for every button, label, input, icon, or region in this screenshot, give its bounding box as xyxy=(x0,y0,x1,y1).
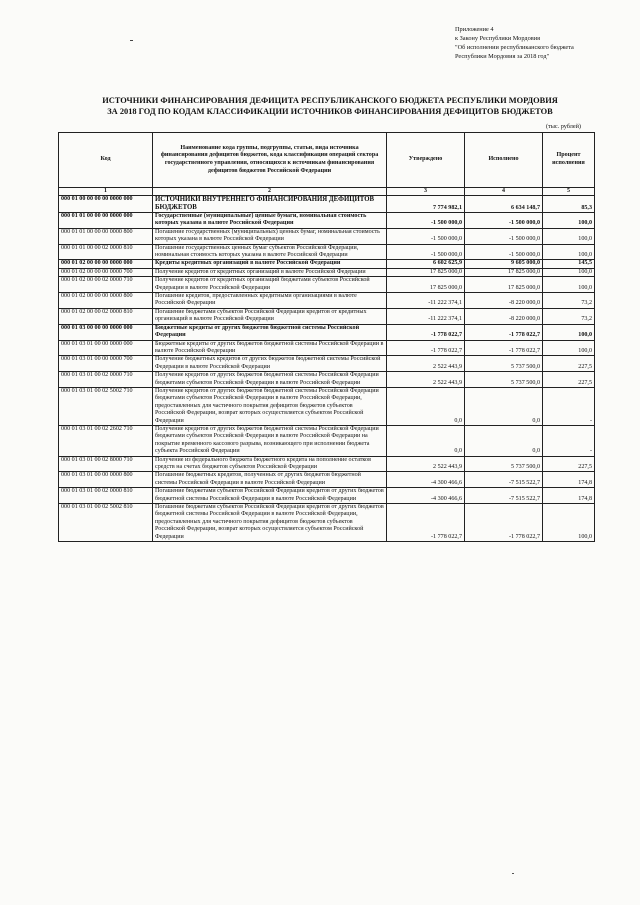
row-code: 000 01 02 00 00 00 0000 800 xyxy=(59,293,153,309)
row-code: 000 01 03 01 00 02 0000 810 xyxy=(59,488,153,504)
row-percent: 227,5 xyxy=(543,372,595,388)
row-approved: -4 300 466,6 xyxy=(387,472,465,488)
row-name: Получение кредитов от других бюджетов бюджетной системы Российской Федерации бюджетами субъектов Российской Федерации в валюте Российской Федерации xyxy=(153,372,387,388)
row-code: 000 01 03 01 00 02 5002 810 xyxy=(59,504,153,542)
row-approved: -1 778 022,7 xyxy=(387,504,465,542)
row-approved: 0,0 xyxy=(387,387,465,425)
row-name: Получение кредитов от кредитных организаций в валюте Российской Федерации xyxy=(153,268,387,276)
row-code: 000 01 01 00 00 00 0000 800 xyxy=(59,228,153,244)
row-executed: 6 634 148,7 xyxy=(465,196,543,213)
table-body xyxy=(59,196,595,542)
row-code: 000 01 00 00 00 00 0000 000 xyxy=(59,196,153,213)
annex-line: "Об исполнении республиканского бюджета xyxy=(455,43,574,51)
row-name: Погашение государственных (муниципальных) ценных бумаг, номинальная стоимость которых указана в валюте Российской Федерации xyxy=(153,228,387,244)
row-code: 000 01 01 00 00 00 0000 000 xyxy=(59,213,153,229)
table-row xyxy=(59,293,595,309)
row-percent: 100,0 xyxy=(543,324,595,340)
row-code: 000 01 03 01 00 02 8000 710 xyxy=(59,456,153,472)
row-code: 000 01 03 01 00 02 2602 710 xyxy=(59,425,153,456)
row-percent: 100,0 xyxy=(543,277,595,293)
row-approved: -1 500 000,0 xyxy=(387,244,465,260)
row-code: 000 01 03 01 00 02 0000 710 xyxy=(59,372,153,388)
document-title xyxy=(70,96,590,117)
column-number: 1 xyxy=(59,188,153,196)
row-percent: - xyxy=(543,387,595,425)
row-approved: -1 778 022,7 xyxy=(387,324,465,340)
table-row xyxy=(59,244,595,260)
row-executed: -7 515 522,7 xyxy=(465,472,543,488)
row-approved: 2 522 443,9 xyxy=(387,356,465,372)
units-label: (тыс. рублей) xyxy=(546,123,581,130)
row-approved: -11 222 374,1 xyxy=(387,293,465,309)
row-executed: 5 737 500,0 xyxy=(465,456,543,472)
row-approved: 7 774 982,1 xyxy=(387,196,465,213)
annex-line: Республики Мордовия за 2018 год" xyxy=(455,52,550,60)
column-number: 4 xyxy=(465,188,543,196)
header-percent: Процент исполнения xyxy=(543,133,595,188)
row-percent: 227,5 xyxy=(543,456,595,472)
table-row xyxy=(59,425,595,456)
row-code: 000 01 02 00 00 02 0000 710 xyxy=(59,277,153,293)
row-executed: -1 778 022,7 xyxy=(465,340,543,356)
row-approved: -4 300 466,6 xyxy=(387,488,465,504)
table-row xyxy=(59,268,595,276)
header-approved: Утверждено xyxy=(387,133,465,188)
annex-line: Приложение 4 xyxy=(455,26,494,33)
scan-speck xyxy=(512,873,514,874)
table-row xyxy=(59,308,595,324)
row-code: 000 01 01 00 00 02 0000 810 xyxy=(59,244,153,260)
table-row xyxy=(59,213,595,229)
row-executed: 0,0 xyxy=(465,425,543,456)
row-approved: 0,0 xyxy=(387,425,465,456)
table-row xyxy=(59,372,595,388)
row-executed: 17 825 000,0 xyxy=(465,268,543,276)
row-approved: 17 825 000,0 xyxy=(387,268,465,276)
row-code: 000 01 02 00 00 02 0000 810 xyxy=(59,308,153,324)
row-executed: 5 737 500,0 xyxy=(465,356,543,372)
row-executed: -8 220 000,0 xyxy=(465,308,543,324)
row-name: Получение кредитов от кредитных организаций бюджетами субъектов Российской Федерации в валюте Российской Федерации xyxy=(153,277,387,293)
row-name: Погашение бюджетами субъектов Российской Федерации кредитов от других бюджетов бюджетной системы Российской Федерации в валюте Российской Федерации, предоставленных для частичного покрытия дефицитов бюджетов субъектов Российской Федерации, возврат которых осуществляется субъектом Российской Федерации xyxy=(153,504,387,542)
row-percent: 100,0 xyxy=(543,268,595,276)
row-percent: 73,2 xyxy=(543,293,595,309)
row-percent: 73,2 xyxy=(543,308,595,324)
row-code: 000 01 03 00 00 00 0000 000 xyxy=(59,324,153,340)
row-executed: -7 515 522,7 xyxy=(465,488,543,504)
row-approved: 6 602 625,9 xyxy=(387,260,465,268)
row-code: 000 01 02 00 00 00 0000 000 xyxy=(59,260,153,268)
annex-line: к Закону Республики Мордовия xyxy=(455,34,540,42)
annex-note xyxy=(455,26,635,62)
row-name: Получение кредитов от других бюджетов бюджетной системы Российской Федерации бюджетами субъектов Российской Федерации в валюте Российской Федерации на покрытие временного кассового разрыва, возникающего при исполнении бюджета субъекта Российской Федерации xyxy=(153,425,387,456)
header-executed: Исполнено xyxy=(465,133,543,188)
title-line: ИСТОЧНИКИ ФИНАНСИРОВАНИЯ ДЕФИЦИТА РЕСПУБЛИКАНСКОГО БЮДЖЕТА РЕСПУБЛИКИ МОРДОВИЯ xyxy=(102,96,558,105)
row-executed: -1 500 000,0 xyxy=(465,244,543,260)
column-number: 3 xyxy=(387,188,465,196)
row-executed: -1 500 000,0 xyxy=(465,228,543,244)
scan-speck xyxy=(130,40,133,41)
row-executed: -1 500 000,0 xyxy=(465,213,543,229)
row-percent: 100,0 xyxy=(543,244,595,260)
row-code: 000 01 03 01 00 00 0000 000 xyxy=(59,340,153,356)
row-approved: -1 500 000,0 xyxy=(387,228,465,244)
row-approved: 17 825 000,0 xyxy=(387,277,465,293)
header-code: Код xyxy=(59,133,153,188)
row-approved: -11 222 374,1 xyxy=(387,308,465,324)
row-name: Погашение бюджетами субъектов Российской Федерации кредитов от других бюджетов бюджетной системы Российской Федерации в валюте Российской Федерации xyxy=(153,488,387,504)
row-executed: 17 825 000,0 xyxy=(465,277,543,293)
financing-sources-table xyxy=(58,132,595,542)
row-percent: 100,0 xyxy=(543,504,595,542)
row-percent: 85,3 xyxy=(543,196,595,213)
row-percent: 227,5 xyxy=(543,356,595,372)
table-row xyxy=(59,277,595,293)
row-code: 000 01 03 01 00 00 0000 800 xyxy=(59,472,153,488)
row-percent: 100,0 xyxy=(543,340,595,356)
row-percent: 100,0 xyxy=(543,228,595,244)
table-row xyxy=(59,324,595,340)
row-name: Погашение бюджетных кредитов, полученных от других бюджетов бюджетной системы Российской Федерации в валюте Российской Федерации xyxy=(153,472,387,488)
table-header-row xyxy=(59,133,595,188)
row-name: Кредиты кредитных организаций в валюте Российской Федерации xyxy=(153,260,387,268)
table-row xyxy=(59,260,595,268)
table-row xyxy=(59,472,595,488)
row-name: Получение бюджетных кредитов от других бюджетов бюджетной системы Российской Федерации в валюте Российской Федерации xyxy=(153,356,387,372)
row-name: Бюджетные кредиты от других бюджетов бюджетной системы Российской Федерации в валюте Российской Федерации xyxy=(153,340,387,356)
row-executed: 5 737 500,0 xyxy=(465,372,543,388)
table-row xyxy=(59,504,595,542)
row-executed: -8 220 000,0 xyxy=(465,293,543,309)
column-number-row xyxy=(59,188,595,196)
row-name: ИСТОЧНИКИ ВНУТРЕННЕГО ФИНАНСИРОВАНИЯ ДЕФИЦИТОВ БЮДЖЕТОВ xyxy=(153,196,387,213)
column-number: 2 xyxy=(153,188,387,196)
row-code: 000 01 03 01 00 00 0000 700 xyxy=(59,356,153,372)
row-percent: 100,0 xyxy=(543,213,595,229)
row-approved: 2 522 443,9 xyxy=(387,372,465,388)
row-name: Получение кредитов от других бюджетов бюджетной системы Российской Федерации бюджетами субъектов Российской Федерации в валюте Российской Федерации, предоставленных для частичного покрытия дефицитов бюджетов субъектов Российской Федерации, возврат которых осуществляется субъектом Российской Федерации xyxy=(153,387,387,425)
row-percent: 174,8 xyxy=(543,488,595,504)
table-row xyxy=(59,228,595,244)
row-name: Бюджетные кредиты от других бюджетов бюджетной системы Российской Федерации xyxy=(153,324,387,340)
table-row xyxy=(59,340,595,356)
header-name: Наименование кода группы, подгруппы, статьи, вида источника финансирования дефицитов бюджетов, кода классификации операций сектора государственного управления, относящихся к источникам финансирования дефицитов бюджетов Российской Федерации xyxy=(153,133,387,188)
row-name: Погашение бюджетами субъектов Российской Федерации кредитов от кредитных организаций в валюте Российской Федерации xyxy=(153,308,387,324)
row-percent: - xyxy=(543,425,595,456)
column-number: 5 xyxy=(543,188,595,196)
table-row xyxy=(59,488,595,504)
row-name: Получение из федерального бюджета бюджетного кредита на пополнение остатков средств на счетах бюджетов субъектов Российской Федерации xyxy=(153,456,387,472)
row-code: 000 01 03 01 00 02 5002 710 xyxy=(59,387,153,425)
table-row xyxy=(59,387,595,425)
row-name: Государственные (муниципальные) ценные бумаги, номинальная стоимость которых указана в валюте Российской Федерации xyxy=(153,213,387,229)
row-approved: -1 778 022,7 xyxy=(387,340,465,356)
row-name: Погашение кредитов, предоставленных кредитными организациями в валюте Российской Федерации xyxy=(153,293,387,309)
row-executed: 9 605 000,0 xyxy=(465,260,543,268)
row-approved: 2 522 443,9 xyxy=(387,456,465,472)
row-executed: -1 778 022,7 xyxy=(465,324,543,340)
row-approved: -1 500 000,0 xyxy=(387,213,465,229)
table-row xyxy=(59,356,595,372)
table-row xyxy=(59,456,595,472)
table-row xyxy=(59,196,595,213)
row-code: 000 01 02 00 00 00 0000 700 xyxy=(59,268,153,276)
row-executed: -1 778 022,7 xyxy=(465,504,543,542)
row-name: Погашение государственных ценных бумаг субъектов Российской Федерации, номинальная стоимость которых указана в валюте Российской Федерации xyxy=(153,244,387,260)
title-line: ЗА 2018 ГОД ПО КОДАМ КЛАССИФИКАЦИИ ИСТОЧНИКОВ ФИНАНСИРОВАНИЯ ДЕФИЦИТОВ БЮДЖЕТОВ xyxy=(107,106,553,116)
row-percent: 145,5 xyxy=(543,260,595,268)
row-executed: 0,0 xyxy=(465,387,543,425)
row-percent: 174,8 xyxy=(543,472,595,488)
